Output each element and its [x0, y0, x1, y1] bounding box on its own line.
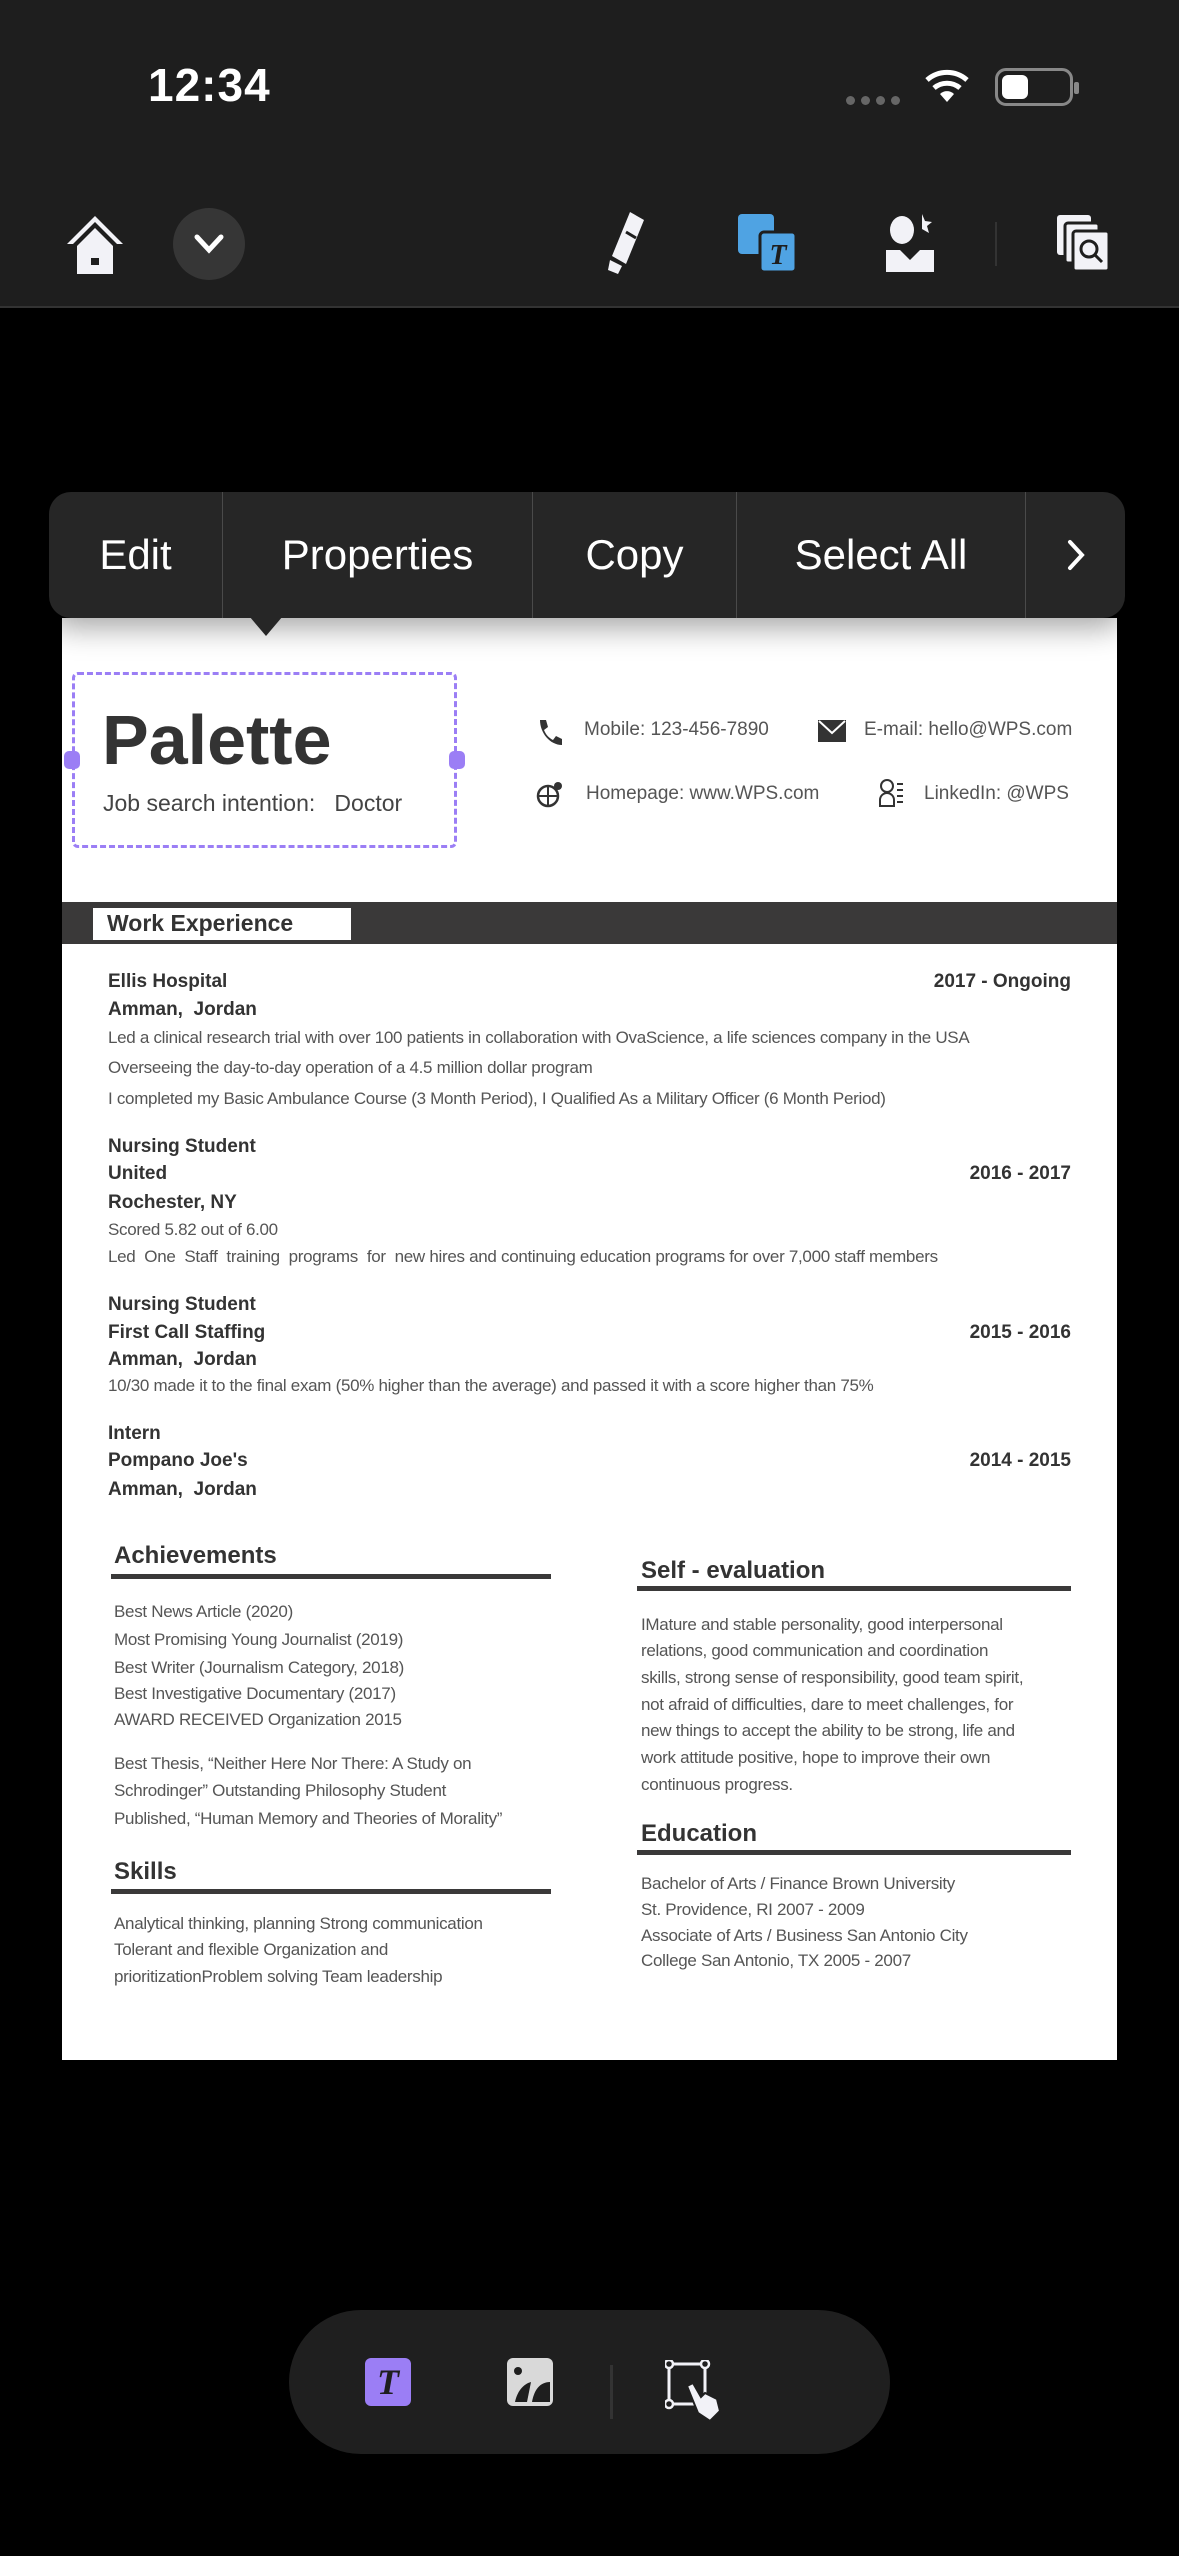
bottom-toolbar — [289, 2310, 890, 2454]
pages-search-icon[interactable] — [1050, 210, 1116, 276]
contact-mobile: Mobile: 123-456-7890 — [584, 719, 769, 740]
signal-icon — [846, 96, 900, 105]
self-evaluation-line: not afraid of difficulties, dare to meet challenges, for — [641, 1695, 1014, 1714]
toolbar-divider — [995, 222, 997, 266]
achievement-item: Schrodinger” Outstanding Philosophy Student — [114, 1781, 447, 1800]
job-line: Ellis Hospital — [108, 971, 228, 992]
job-line: Rochester, NY — [108, 1192, 237, 1213]
job-detail: Overseeing the day-to-day operation of a 4.5 million dollar program — [108, 1058, 593, 1077]
job-line: Amman, Jordan — [108, 999, 257, 1020]
self-evaluation-line: relations, good communication and coordination — [641, 1641, 989, 1660]
job-detail: I completed my Basic Ambulance Course (3 Month Period), I Qualified As a Military Officer (6 Month Period) — [108, 1089, 886, 1108]
menu-item-select-all[interactable]: Select All — [737, 492, 1026, 618]
globe-icon — [536, 780, 564, 808]
work-experience-heading: Work Experience — [93, 908, 351, 940]
job-detail: 10/30 made it to the final exam (50% higher than the average) and passed it with a score higher than 75% — [108, 1376, 874, 1395]
email-icon — [818, 720, 846, 742]
self-evaluation-line: continuous progress. — [641, 1775, 793, 1794]
context-menu — [49, 492, 1125, 618]
image-text-icon[interactable] — [734, 210, 800, 276]
job-line: Amman, Jordan — [108, 1349, 257, 1370]
highlighter-icon[interactable] — [592, 210, 658, 276]
job-detail: Led One Staff training programs for new hires and continuing education programs for over 7,000 staff members — [108, 1247, 938, 1266]
linkedin-icon — [878, 778, 904, 808]
skills-line: Tolerant and flexible Organization and — [114, 1940, 389, 1959]
wifi-icon — [925, 68, 969, 104]
self-evaluation-line: skills, strong sense of responsibility, good team spirit, — [641, 1668, 1024, 1687]
status-time: 12:34 — [148, 59, 271, 111]
achievement-item: Best Investigative Documentary (2017) — [114, 1684, 396, 1703]
self-evaluation-line: IMature and stable personality, good interpersonal — [641, 1615, 1003, 1634]
text-tool-icon[interactable]: T — [365, 2358, 411, 2406]
job-line: Nursing Student — [108, 1136, 256, 1157]
achievements-underline — [111, 1574, 551, 1579]
job-dates: 2014 - 2015 — [969, 1450, 1071, 1471]
job-line: Intern — [108, 1423, 161, 1444]
job-dates: 2015 - 2016 — [969, 1322, 1071, 1343]
skills-underline — [111, 1889, 551, 1894]
chevron-down-icon[interactable] — [173, 208, 245, 280]
menu-item-copy[interactable]: Copy — [533, 492, 737, 618]
contact-linkedin: LinkedIn: @WPS — [924, 783, 1069, 804]
job-line: Pompano Joe's — [108, 1450, 248, 1471]
contact-homepage: Homepage: www.WPS.com — [586, 783, 820, 804]
select-hand-icon[interactable] — [665, 2360, 725, 2426]
education-line: St. Providence, RI 2007 - 2009 — [641, 1900, 865, 1919]
achievement-item: Most Promising Young Journalist (2019) — [114, 1630, 404, 1649]
svg-text:T: T — [769, 240, 787, 271]
job-detail: Scored 5.82 out of 6.00 — [108, 1220, 278, 1239]
selection-handle-right[interactable] — [449, 751, 465, 769]
battery-icon — [995, 68, 1073, 106]
toolbar-divider — [610, 2365, 613, 2419]
education-line: Bachelor of Arts / Finance Brown University — [641, 1874, 956, 1893]
skills-heading: Skills — [114, 1858, 177, 1885]
achievement-item: AWARD RECEIVED Organization 2015 — [114, 1710, 402, 1729]
top-bar — [0, 0, 1179, 308]
person-sparkle-icon[interactable] — [878, 210, 944, 276]
skills-line: prioritizationProblem solving Team leadership — [114, 1967, 443, 1986]
menu-more-button[interactable] — [1026, 492, 1125, 618]
self-evaluation-line: work attitude positive, hope to improve their own — [641, 1748, 991, 1767]
achievements-heading: Achievements — [114, 1542, 277, 1569]
menu-item-properties[interactable]: Properties — [223, 492, 533, 618]
achievement-item: Published, “Human Memory and Theories of Morality” — [114, 1809, 503, 1828]
job-line: Nursing Student — [108, 1294, 256, 1315]
image-tool-icon[interactable] — [507, 2358, 553, 2406]
skills-line: Analytical thinking, planning Strong communication — [114, 1914, 483, 1933]
job-line: First Call Staffing — [108, 1322, 266, 1343]
phone-icon — [536, 718, 562, 746]
achievement-item: Best News Article (2020) — [114, 1602, 293, 1621]
job-intention[interactable]: Job search intention: Doctor — [103, 790, 403, 816]
self-evaluation-heading: Self - evaluation — [641, 1557, 826, 1584]
job-dates: 2017 - Ongoing — [933, 971, 1071, 992]
education-line: College San Antonio, TX 2005 - 2007 — [641, 1951, 911, 1970]
chevron-right-icon — [1066, 539, 1086, 571]
education-underline — [637, 1850, 1071, 1855]
achievement-item: Best Writer (Journalism Category, 2018) — [114, 1658, 405, 1677]
job-dates: 2016 - 2017 — [969, 1163, 1071, 1184]
resume-page — [62, 618, 1117, 2060]
self-evaluation-line: new things to accept the ability to be strong, life and — [641, 1721, 1015, 1740]
job-line: Amman, Jordan — [108, 1479, 257, 1500]
education-heading: Education — [641, 1820, 758, 1847]
menu-pointer — [244, 610, 288, 636]
menu-item-edit[interactable]: Edit — [49, 492, 223, 618]
self-evaluation-underline — [637, 1586, 1071, 1591]
job-detail: Led a clinical research trial with over 100 patients in collaboration with OvaScience, a life sciences company in the USA — [108, 1028, 970, 1047]
contact-email: E-mail: hello@WPS.com — [864, 719, 1073, 740]
job-line: United — [108, 1163, 168, 1184]
resume-name[interactable]: Palette — [102, 701, 332, 779]
education-line: Associate of Arts / Business San Antonio City — [641, 1926, 968, 1945]
home-icon[interactable] — [62, 210, 128, 276]
achievement-item: Best Thesis, “Neither Here Nor There: A Study on — [114, 1754, 472, 1773]
selection-handle-left[interactable] — [64, 751, 80, 769]
